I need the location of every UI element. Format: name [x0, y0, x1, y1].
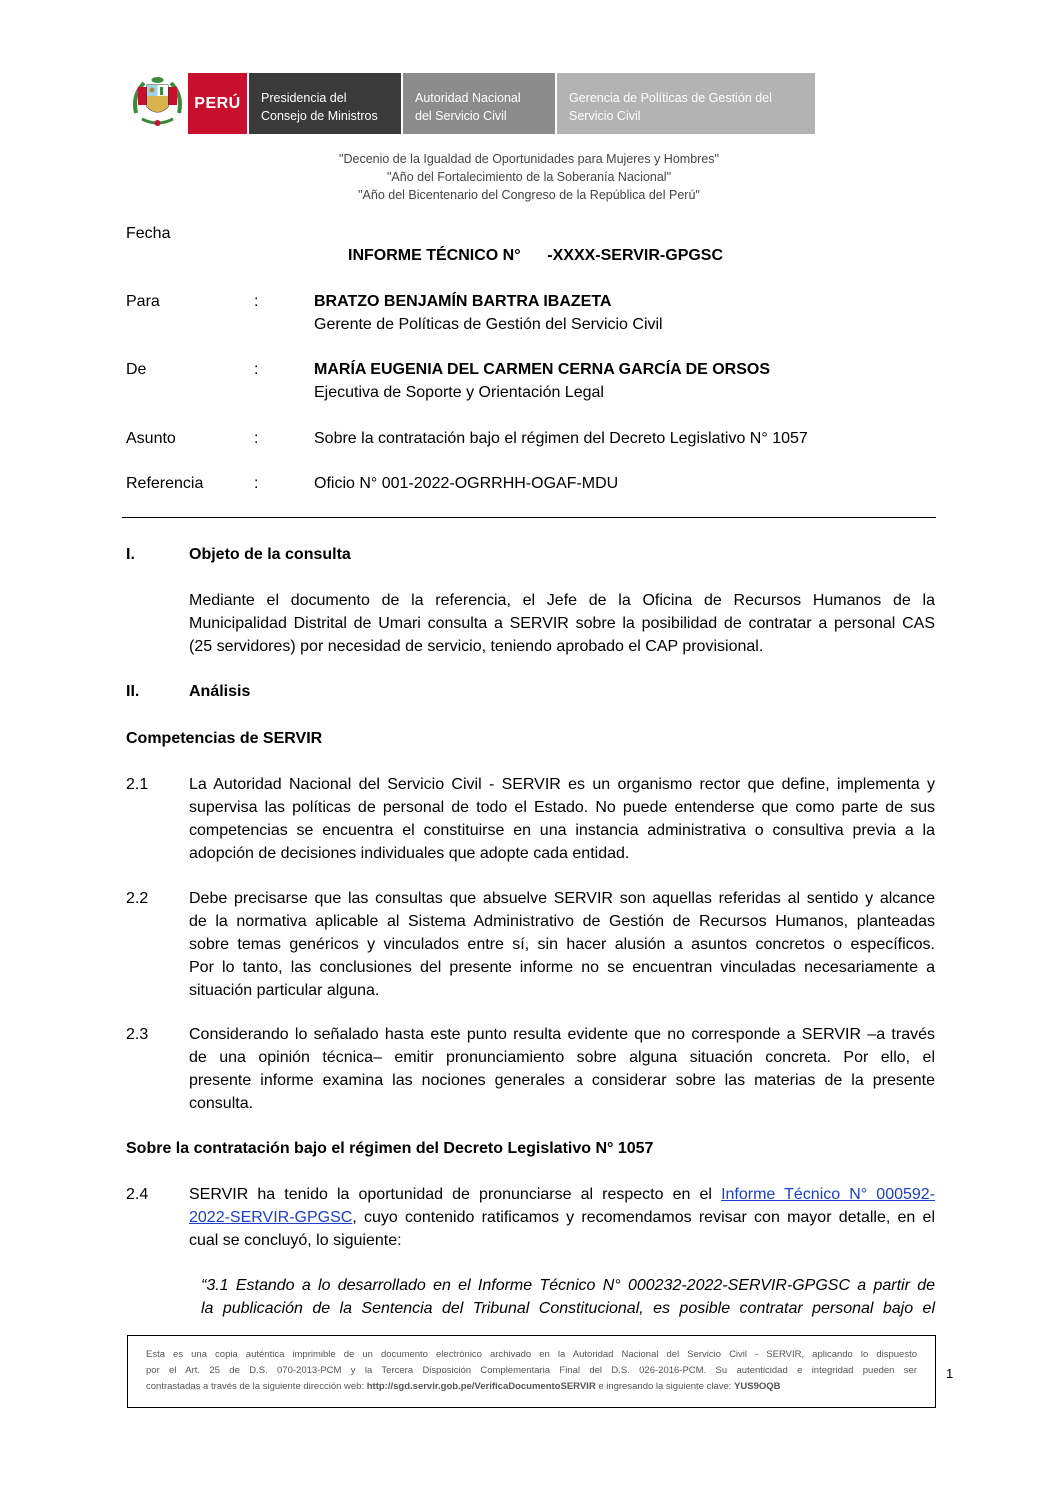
section-number: I. [126, 546, 135, 563]
header-box-line: Gerencia de Políticas de Gestión del [569, 91, 772, 105]
paragraph-line [189, 1183, 935, 1206]
referencia-value: Oficio N° 001-2022-OGRRHH-OGAF-MDU [314, 475, 619, 492]
quote-line: la publicación de la Sentencia del Tribunal Constitucional, es posible contratar personal bajo el [201, 1300, 935, 1317]
header-box-line: Consejo de Ministros [261, 109, 378, 123]
para-label: Para [126, 293, 160, 310]
footer-line: por el Art. 25 de D.S. 070-2013-PCM y la Tercera Disposición Complementaria Final del D.S. 026-2016-PCM. Su autenticidad e integridad pueden ser [146, 1365, 917, 1376]
paragraph-line: supervisa las políticas de personal de todo el Estado. No puede entenderse que como parte de sus [189, 799, 935, 816]
paragraph-line: La Autoridad Nacional del Servicio Civil - SERVIR es un organismo rector que define, implementa y [189, 776, 935, 793]
colon: : [254, 430, 259, 447]
paragraph-line: Considerando lo señalado hasta este punto resulta evidente que no corresponde a SERVIR –a través [189, 1026, 935, 1043]
subsection-title: Competencias de SERVIR [126, 730, 323, 747]
motto-line: "Año del Fortalecimiento de la Soberanía Nacional" [386, 170, 672, 184]
verification-key: YUS9OQB [734, 1381, 781, 1392]
paragraph-line: (25 servidores) por necesidad de servicio, teniendo aprobado el CAP provisional. [189, 638, 764, 655]
paragraph-line: presente informe examina las nociones generales a considerar sobre las materias de la presente [189, 1072, 935, 1089]
section-title: Objeto de la consulta [189, 546, 351, 563]
coat-of-arms-icon [130, 73, 185, 134]
paragraph-line: competencias se encuentra el constituirse en una instancia administrativa o consultiva previa a la [189, 822, 935, 839]
paragraph-line: adopción de decisiones individuales que adopte cada entidad. [189, 845, 630, 862]
paragraph-line: de una opinión técnica– emitir pronunciamiento sobre alguna situación concreta. Por ello, el [189, 1049, 935, 1066]
quoted-conclusion [201, 1274, 935, 1320]
document-title: INFORME TÉCNICO N° -XXXX-SERVIR-GPGSC [348, 247, 724, 264]
paragraph-number: 2.4 [126, 1186, 149, 1203]
header-box-gerencia [557, 73, 815, 134]
institutional-header [130, 73, 815, 134]
motto-line: "Decenio de la Igualdad de Oportunidades para Mujeres y Hombres" [339, 152, 719, 166]
subsection-title: Sobre la contratación bajo el régimen del Decreto Legislativo N° 1057 [126, 1140, 654, 1157]
paragraph-2-1 [189, 773, 935, 865]
header-divider [122, 517, 936, 518]
paragraph-line: situación particular alguna. [189, 982, 380, 999]
de-name: MARÍA EUGENIA DEL CARMEN CERNA GARCÍA DE ORSOS [314, 361, 771, 378]
peru-badge: PERÚ [188, 73, 247, 134]
referencia-label: Referencia [126, 475, 204, 492]
de-label: De [126, 361, 147, 378]
colon: : [254, 361, 259, 378]
paragraph-text: , cuyo contenido ratificamos y recomendamos revisar con mayor detalle, en el [352, 1209, 935, 1226]
footer-text: e ingresando la siguiente clave: [595, 1381, 735, 1392]
paragraph-line: de la normativa aplicable al Sistema Administrativo de Gestión de Recursos Humanos, planteadas [189, 913, 935, 930]
asunto-value: Sobre la contratación bajo el régimen del Decreto Legislativo N° 1057 [314, 430, 808, 447]
header-box-line: Presidencia del [261, 91, 347, 105]
paragraph-2-2 [189, 887, 935, 1002]
page-number: 1 [946, 1366, 954, 1381]
header-box-servir [403, 73, 555, 134]
footer-text: contrastadas a través de la siguiente dirección web: [146, 1381, 367, 1392]
verification-url[interactable]: http://sgd.servir.gob.pe/VerificaDocumentoSERVIR [366, 1381, 596, 1392]
de-role: Ejecutiva de Soporte y Orientación Legal [314, 384, 604, 401]
header-box-line: del Servicio Civil [415, 109, 507, 123]
fecha-label: Fecha [126, 225, 171, 242]
asunto-label: Asunto [126, 430, 176, 447]
section1-paragraph [189, 589, 935, 658]
paragraph-line: sobre temas genéricos y vinculados entre sí, sin hacer alusión a asuntos concretos o específicos. [189, 936, 935, 953]
paragraph-line: Municipalidad Distrital de Umari consulta a SERVIR sobre la posibilidad de contratar a personal CAS [189, 615, 935, 632]
colon: : [254, 475, 259, 492]
colon: : [254, 293, 259, 310]
informe-tecnico-link[interactable]: Informe Técnico N° 000592- [721, 1186, 936, 1203]
paragraph-line: Debe precisarse que las consultas que absuelve SERVIR son aquellas referidas al sentido y alcance [189, 890, 935, 907]
paragraph-number: 2.3 [126, 1026, 149, 1043]
paragraph-number: 2.1 [126, 776, 149, 793]
paragraph-number: 2.2 [126, 890, 149, 907]
informe-tecnico-link[interactable]: 2022-SERVIR-GPGSC [189, 1209, 353, 1226]
paragraph-line: Mediante el documento de la referencia, el Jefe de la Oficina de Recursos Humanos de la [189, 592, 935, 609]
header-box-line: Autoridad Nacional [415, 91, 521, 105]
paragraph-2-4 [189, 1183, 935, 1252]
motto-line: "Año del Bicentenario del Congreso de la República del Perú" [358, 188, 700, 202]
footer-line: Esta es una copia auténtica imprimible de un documento electrónico archivado en la Autoridad Nacional del Servicio Civil - SERVIR, aplicando lo dispuesto [146, 1349, 917, 1360]
paragraph-2-3 [189, 1023, 935, 1115]
quote-line: “3.1 Estando a lo desarrollado en el Informe Técnico N° 000232-2022-SERVIR-GPGSC a partir de [201, 1277, 935, 1294]
paragraph-line: Por lo tanto, las conclusiones del presente informe no se encuentran vinculadas necesariamente a [189, 959, 935, 976]
para-name: BRATZO BENJAMÍN BARTRA IBAZETA [314, 293, 612, 310]
paragraph-line [189, 1206, 935, 1229]
paragraph-line: cual se concluyó, lo siguiente: [189, 1232, 402, 1249]
footer-line [146, 1379, 917, 1395]
section-title: Análisis [189, 683, 251, 700]
authenticity-footer [127, 1335, 936, 1408]
paragraph-line: consulta. [189, 1095, 254, 1112]
header-box-pcm [249, 73, 401, 134]
paragraph-text: SERVIR ha tenido la oportunidad de pronunciarse al respecto en el [189, 1186, 722, 1203]
section-number: II. [126, 683, 140, 700]
header-box-line: Servicio Civil [569, 109, 641, 123]
para-role: Gerente de Políticas de Gestión del Servicio Civil [314, 316, 663, 333]
mottos [0, 150, 1058, 204]
